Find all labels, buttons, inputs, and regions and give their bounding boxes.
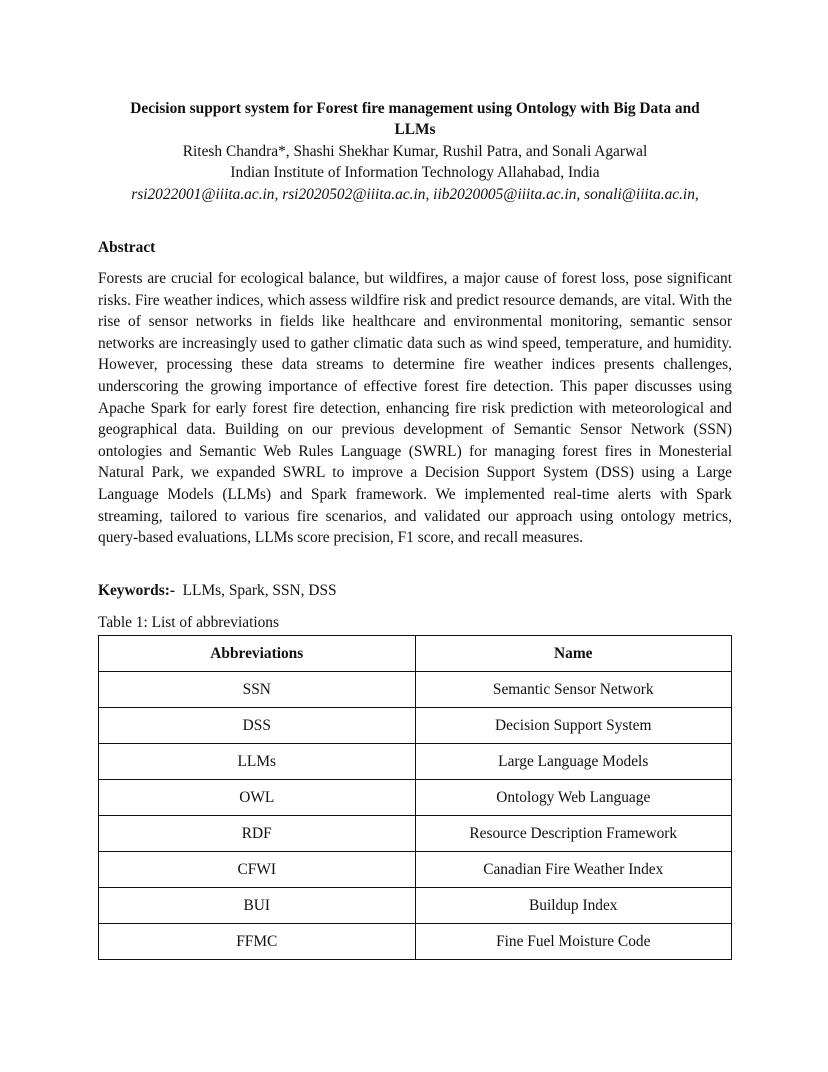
abbreviation-cell: LLMs [99,744,416,780]
abbreviation-cell: CFWI [99,852,416,888]
author-emails: rsi2022001@iiita.ac.in, rsi2020502@iiita.ac.in, iib2020005@iiita.ac.in, sonali@iiita.ac.in, [131,186,699,203]
table-header-row [99,636,732,672]
table-row [99,888,732,924]
name-cell: Decision Support System [415,708,731,744]
author-list: Ritesh Chandra*, Shashi Shekhar Kumar, Rushil Patra, and Sonali Agarwal [182,143,648,160]
table-caption: Table 1: List of abbreviations [98,614,279,631]
abbreviation-cell: FFMC [99,924,416,960]
abbreviation-cell: DSS [99,708,416,744]
keywords-label: Keywords:- [98,582,175,599]
name-cell: Semantic Sensor Network [415,672,731,708]
table-row [99,924,732,960]
table-row [99,780,732,816]
abbreviation-cell: RDF [99,816,416,852]
abstract-text: Forests are crucial for ecological balance, but wildfires, a major cause of forest loss, pose significant risks. Fire weather indices, which assess wildfire risk and predict resource demands, are vital. With the rise of sensor networks in fields like healthcare and environmental monitoring, semantic sensor networks are increasingly used to gather climatic data such as wind speed, temperature, and humidity. However, processing these data streams to determine fire weather indices presents challenges, underscoring the growing importance of effective forest fire detection. This paper discusses using Apache Spark for early forest fire detection, enhancing fire risk prediction with meteorological and geographical data. Building on our previous development of Semantic Sensor Network (SSN) ontologies and Semantic Web Rules Language (SWRL) for managing forest fires in Monesterial Natural Park, we expanded SWRL to improve a Decision Support System (DSS) using a Large Language Models (LLMs) and Spark framework. We implemented real-time alerts with Spark streaming, tailored to various fire scenarios, and validated our approach using ontology metrics, query-based evaluations, LLMs score precision, F1 score, and recall measures. [98,270,732,547]
table-row [99,708,732,744]
column-header-abbreviations: Abbreviations [99,636,416,672]
abstract-heading: Abstract [98,239,156,256]
name-cell: Resource Description Framework [415,816,731,852]
table-row [99,672,732,708]
name-cell: Large Language Models [415,744,731,780]
name-cell: Canadian Fire Weather Index [415,852,731,888]
paper-title-line-1: Decision support system for Forest fire management using Ontology with Big Data and [130,100,700,117]
abbreviations-table [98,635,732,960]
abbreviation-cell: BUI [99,888,416,924]
keywords-line [98,580,337,601]
name-cell: Buildup Index [415,888,731,924]
table-row [99,816,732,852]
paper-title-line-2: LLMs [394,121,436,138]
abbreviation-cell: SSN [99,672,416,708]
paper-title [98,98,732,140]
name-cell: Ontology Web Language [415,780,731,816]
keywords-values: LLMs, Spark, SSN, DSS [182,582,337,599]
name-cell: Fine Fuel Moisture Code [415,924,731,960]
column-header-name: Name [415,636,731,672]
table-row [99,852,732,888]
table-row [99,744,732,780]
abbreviation-cell: OWL [99,780,416,816]
affiliation: Indian Institute of Information Technology Allahabad, India [230,164,600,181]
